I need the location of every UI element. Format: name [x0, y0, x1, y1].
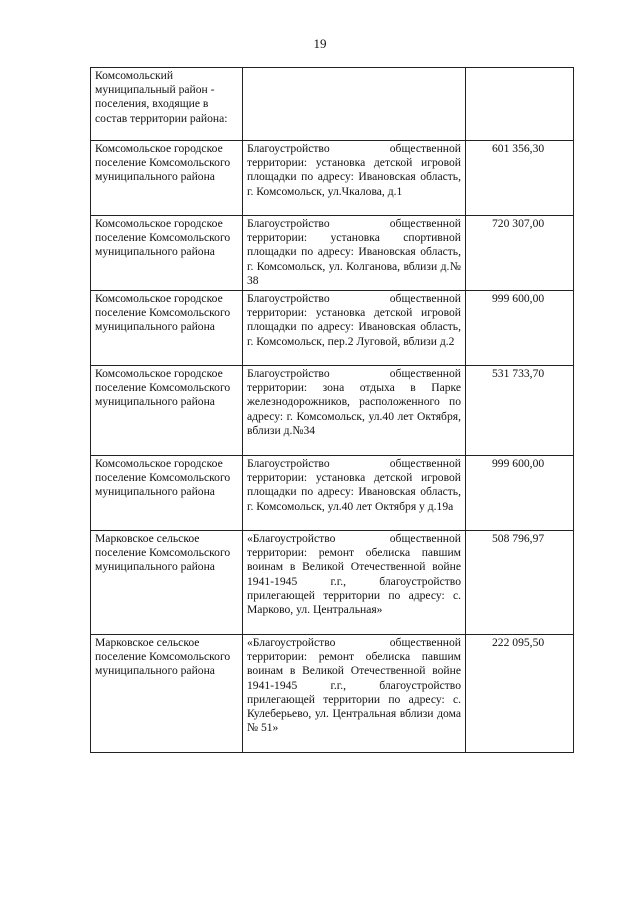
- amount-cell: 720 307,00: [466, 216, 574, 291]
- description-cell: «Благоустройство общественной территории: ремонт обелиска павшим воинам в Великой Отечественной войне 1941-1945 г.г., благоустройство прилегающей территории по адресу: с. Марково, ул. Центральная»: [243, 531, 466, 635]
- settlement-cell: Комсомольское городское поселение Комсомольского муниципального района: [91, 216, 243, 291]
- table-row: [91, 291, 574, 366]
- description-cell: Благоустройство общественной территории: установка детской игровой площадки по адресу: Ивановская область, г. Комсомольск, пер.2 Луговой, вблизи д.2: [243, 291, 466, 366]
- amount-cell: [466, 68, 574, 141]
- amount-cell: 222 095,50: [466, 635, 574, 753]
- settlement-cell: Комсомольское городское поселение Комсомольского муниципального района: [91, 291, 243, 366]
- description-cell: Благоустройство общественной территории: установка детской игровой площадки по адресу: Ивановская область, г. Комсомольск, ул.Чкалова, д.1: [243, 141, 466, 216]
- amount-cell: 999 600,00: [466, 291, 574, 366]
- table-row-district-header: [91, 68, 574, 141]
- amount-cell: 601 356,30: [466, 141, 574, 216]
- amount-cell: 531 733,70: [466, 366, 574, 456]
- amount-cell: 508 796,97: [466, 531, 574, 635]
- settlement-cell: Комсомольское городское поселение Комсомольского муниципального района: [91, 366, 243, 456]
- description-cell: Благоустройство общественной территории: зона отдыха в Парке железнодорожников, расположенного по адресу: г. Комсомольск, ул.40 лет Октября, вблизи д.№34: [243, 366, 466, 456]
- settlement-cell: Комсомольское городское поселение Комсомольского муниципального района: [91, 141, 243, 216]
- table-row: [91, 141, 574, 216]
- description-cell: «Благоустройство общественной территории: ремонт обелиска павшим воинам в Великой Отечественной войне 1941-1945 г.г., благоустройство прилегающей территории по адресу: с. Кулеберьево, ул. Центральная вблизи дома № 51»: [243, 635, 466, 753]
- description-cell: [243, 68, 466, 141]
- district-cell: Комсомольский муниципальный район - поселения, входящие в состав территории района:: [91, 68, 243, 141]
- table-row: [91, 531, 574, 635]
- amount-cell: 999 600,00: [466, 456, 574, 531]
- description-cell: Благоустройство общественной территории: установка спортивной площадки по адресу: Ивановская область, г. Комсомольск, ул. Колганова, вблизи д.№ 38: [243, 216, 466, 291]
- funding-table: [90, 67, 574, 753]
- settlement-cell: Марковское сельское поселение Комсомольского муниципального района: [91, 531, 243, 635]
- settlement-cell: Комсомольское городское поселение Комсомольского муниципального района: [91, 456, 243, 531]
- description-cell: Благоустройство общественной территории: установка детской игровой площадки по адресу: Ивановская область, г. Комсомольск, ул.40 лет Октября у д.19а: [243, 456, 466, 531]
- settlement-cell: Марковское сельское поселение Комсомольского муниципального района: [91, 635, 243, 753]
- table-row: [91, 216, 574, 291]
- table-row: [91, 635, 574, 753]
- table-row: [91, 366, 574, 456]
- table-row: [91, 456, 574, 531]
- page-number: 19: [313, 36, 327, 51]
